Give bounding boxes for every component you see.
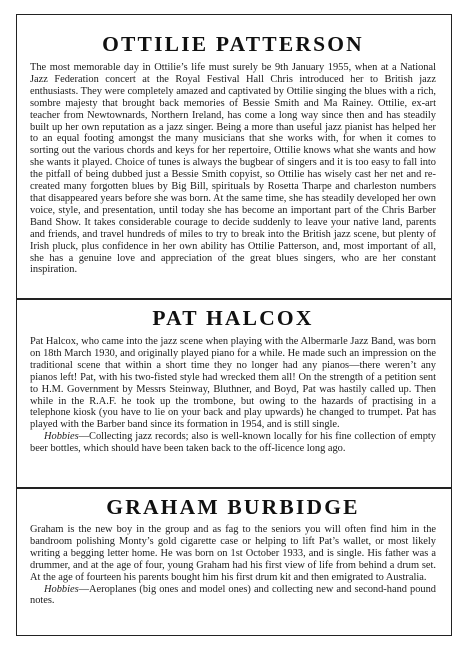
hobbies-text: —Collecting jazz records; also is well-known locally for his fine collection of empty beer bottles, which should have been taken back to the off-licence long ago. — [30, 431, 436, 455]
section-ottilie-patterson — [16, 32, 452, 276]
hobbies-label: Hobbies — [44, 431, 79, 443]
section-body — [30, 62, 436, 276]
section-pat-halcox — [16, 306, 452, 455]
section-graham-burbidge — [16, 495, 452, 607]
section-heading: OTTILIE PATTERSON — [102, 32, 364, 56]
hobbies-paragraph — [30, 584, 436, 608]
section-body — [30, 336, 436, 455]
paragraph: Pat Halcox, who came into the jazz scene when playing with the Albermarle Jazz Band, was born on 18th March 1930, and originally played piano for a while. He made such an impression on the traditional scene that within a short time they no longer had any pianos—there weren’t any pianos left! Pat, with his two-fisted style had wrecked them all! On the strength of a petition sent to H.M. Government by Messrs Steinway, Bluthner, and Boyd, Pat was hastily called up. Then while in the R.A.F. he took up the trombone, but owing to the hazards of practising in a telephone kiosk (you have to lie on your back and play upwards) he changed to trumpet. Pat has played with the Barber band since its formation in 1954, and is still single. — [30, 336, 436, 431]
hobbies-label: Hobbies — [44, 583, 79, 595]
paragraph: Graham is the new boy in the group and as fag to the seniors you will often find him in the bandroom polishing Monty’s gold cigarette case or helping to lift Pat’s wallet, or most likely writing a begging letter home. He was born on 1st October 1933, and is single. His father was a drummer, and at the age of four, young Graham had his first view of life from behind a drum set. At the age of fourteen his parents bought him his first drum kit and then emigrated to Australia. — [30, 524, 436, 583]
section-divider — [16, 298, 452, 300]
hobbies-text: —Aeroplanes (big ones and model ones) and collecting new and second-hand pound notes. — [30, 583, 436, 607]
section-heading: PAT HALCOX — [152, 306, 314, 330]
hobbies-paragraph — [30, 431, 436, 455]
paragraph: The most memorable day in Ottilie’s life must surely be 9th January 1955, when at a National Jazz Federation concert at the Royal Festival Hall Chris introduced her to British jazz enthusiasts. They were completely amazed and captivated by Ottilie singing the blues with a rich, sombre majesty that brought back memories of Bessie Smith and Ma Rainey. Ottilie, ex-art teacher from Newtownards, Northern Ireland, has come a long way since then and has steadily built up her own reputation as a jazz singer. Being a more than useful jazz pianist has helped her to an equal footing amongst the many musicians that she works with, for when it comes to sorting out the various chords and keys for her repertoire, Ottilie knows what she wants and how she wants it played. Choice of tunes is always the bugbear of singers and it is too easy to fall into the pitfall of being dubbed just a Bessie Smith copyist, so Ottilie has wisely cast her net and re-created many forgotten blues by Big Bill, spirituals by Rosetta Tharpe and charleston numbers that disappeared years before she was born. At the same time, she has steadily developed her own voice, style, and presentation, until today she has become an important part of the Chris Barber Band Show. It takes considerable courage to decide suddenly to leave your native land, parents and friends, and travel hundreds of miles to try to break into the British jazz scene, but plenty of Irish pluck, plus confidence in her own ability has Ottilie Patterson, and, most important of all, she has a genuine love and appreciation of the great blues singers, who are her constant inspiration. — [30, 62, 436, 276]
section-heading: GRAHAM BURBIDGE — [106, 495, 360, 519]
section-body — [30, 524, 436, 607]
section-divider — [16, 487, 452, 489]
